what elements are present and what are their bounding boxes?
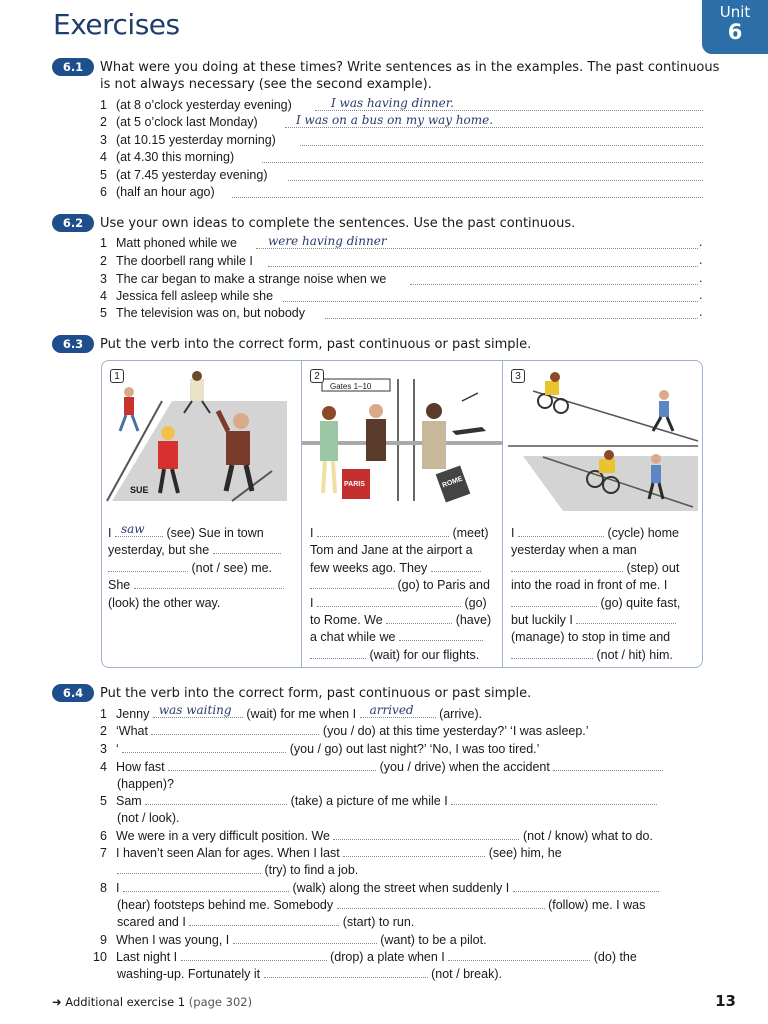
text: washing-up. Fortunately it bbox=[117, 967, 261, 981]
answer-field[interactable] bbox=[399, 629, 483, 641]
answer-field[interactable] bbox=[325, 306, 698, 319]
answer-field[interactable] bbox=[189, 914, 339, 926]
text: (do) the bbox=[593, 950, 637, 964]
item-number: 4 bbox=[100, 760, 107, 774]
answer-field[interactable] bbox=[511, 595, 597, 607]
text: I bbox=[310, 596, 314, 610]
text: Last night I bbox=[116, 950, 178, 964]
exercise-6-4-item bbox=[100, 703, 702, 723]
item-number: 2 bbox=[100, 115, 107, 129]
exercise-badge-6-4: 6.4 bbox=[52, 684, 94, 702]
answer-field[interactable] bbox=[310, 577, 394, 589]
text: ‘ bbox=[116, 742, 119, 756]
answer-field[interactable] bbox=[317, 595, 461, 607]
page-title: Exercises bbox=[53, 8, 180, 41]
item-number: 4 bbox=[100, 150, 107, 164]
gate-sign: Gates 1–10 bbox=[330, 382, 372, 391]
text: We were in a very difficult position. We bbox=[116, 829, 330, 843]
picture-number: 2 bbox=[310, 369, 324, 383]
answer-field[interactable] bbox=[108, 560, 188, 572]
answer-field[interactable] bbox=[181, 949, 327, 961]
text: (wait) for our flights. bbox=[369, 648, 480, 662]
text: (go) quite fast, bbox=[600, 596, 681, 610]
exercise-text bbox=[108, 522, 264, 543]
item-number: 6 bbox=[100, 829, 107, 843]
text: (go) bbox=[464, 596, 487, 610]
answer-field[interactable] bbox=[410, 272, 698, 285]
answer-field[interactable] bbox=[151, 723, 319, 735]
item-number: 1 bbox=[100, 236, 107, 250]
answer-field[interactable] bbox=[288, 168, 703, 181]
exercise-text bbox=[511, 525, 679, 543]
item-number: 3 bbox=[100, 133, 107, 147]
item-prompt: (at 10.15 yesterday morning) bbox=[116, 133, 276, 147]
item-prompt: Jessica fell asleep while she bbox=[116, 289, 274, 303]
answer-field[interactable] bbox=[360, 703, 436, 718]
item-number: 7 bbox=[100, 846, 107, 860]
exercise-6-4-item bbox=[100, 759, 702, 776]
answer-field[interactable] bbox=[511, 560, 623, 572]
answer-field[interactable] bbox=[122, 741, 286, 753]
text: to Rome. We bbox=[310, 613, 383, 627]
answer-field[interactable] bbox=[337, 897, 545, 909]
continuation bbox=[117, 862, 358, 879]
item-number: 5 bbox=[100, 794, 107, 808]
item-prompt: The doorbell rang while I bbox=[116, 254, 253, 268]
exercise-6-2-instruction: Use your own ideas to complete the sentences. Use the past continuous. bbox=[100, 216, 576, 231]
exercise-text bbox=[108, 542, 281, 560]
item-number: 10 bbox=[93, 950, 107, 964]
picture-column-1 bbox=[102, 361, 301, 667]
text: (walk) along the street when suddenly I bbox=[292, 881, 510, 895]
exercise-6-4-item bbox=[100, 880, 702, 897]
additional-exercise-link[interactable] bbox=[52, 995, 252, 1009]
text: Jenny bbox=[116, 707, 150, 721]
handwritten-answer: saw bbox=[120, 522, 145, 536]
text: When I was young, I bbox=[116, 933, 230, 947]
item-prompt: (at 5 o’clock last Monday) bbox=[116, 115, 258, 129]
answer-field[interactable] bbox=[168, 759, 376, 771]
page-number: 13 bbox=[715, 992, 736, 1010]
picture-caption: SUE bbox=[130, 485, 149, 495]
handwritten-answer: I was having dinner. bbox=[331, 96, 454, 110]
picture-number: 3 bbox=[511, 369, 525, 383]
answer-field[interactable] bbox=[268, 254, 698, 267]
exercise-text bbox=[310, 595, 487, 613]
answer-field[interactable] bbox=[317, 525, 449, 537]
end-period: . bbox=[699, 253, 703, 267]
text: (you / do) at this time yesterday?’ ‘I was asleep.’ bbox=[322, 724, 589, 738]
answer-field[interactable] bbox=[518, 525, 604, 537]
text: (not / know) what to do. bbox=[522, 829, 653, 843]
text: (arrive). bbox=[439, 707, 483, 721]
answer-field[interactable] bbox=[123, 880, 289, 892]
exercise-6-4-item bbox=[100, 828, 702, 845]
exercise-text bbox=[310, 612, 491, 630]
instruction-line: is not always necessary (see the second example). bbox=[100, 77, 432, 92]
exercise-badge-6-3: 6.3 bbox=[52, 335, 94, 353]
exercise-text bbox=[108, 577, 284, 595]
answer-field[interactable] bbox=[315, 98, 703, 111]
item-number: 2 bbox=[100, 254, 107, 268]
exercise-text bbox=[511, 612, 676, 630]
item-number: 9 bbox=[100, 933, 107, 947]
answer-field[interactable] bbox=[262, 150, 703, 163]
text: (see) Sue in town bbox=[166, 526, 264, 540]
answer-field[interactable] bbox=[513, 880, 659, 892]
answer-field[interactable] bbox=[134, 577, 284, 589]
unit-tab bbox=[702, 0, 768, 54]
text: (step) out bbox=[626, 561, 680, 575]
exercise-text: into the road in front of me. I bbox=[511, 578, 668, 592]
exercise-text bbox=[310, 560, 481, 578]
end-period: . bbox=[699, 305, 703, 319]
page-reference: (page 302) bbox=[188, 995, 253, 1009]
exercise-6-3-instruction: Put the verb into the correct form, past continuous or past simple. bbox=[100, 337, 532, 352]
answer-field[interactable] bbox=[576, 612, 676, 624]
link-text: Additional exercise 1 bbox=[65, 995, 186, 1009]
text: (meet) bbox=[452, 526, 489, 540]
answer-field[interactable] bbox=[553, 759, 663, 771]
text: I haven’t seen Alan for ages. When I last bbox=[116, 846, 340, 860]
answer-field[interactable] bbox=[264, 966, 428, 978]
exercise-6-4-item bbox=[100, 723, 702, 740]
answer-field[interactable] bbox=[117, 862, 261, 874]
text: (you / drive) when the accident bbox=[379, 760, 550, 774]
exercise-6-4-instruction: Put the verb into the correct form, past continuous or past simple. bbox=[100, 686, 532, 701]
unit-label: Unit bbox=[719, 3, 751, 21]
handwritten-answer: I was on a bus on my way home. bbox=[296, 113, 494, 127]
answer-field[interactable] bbox=[310, 647, 366, 659]
answer-field[interactable] bbox=[285, 115, 703, 128]
exercise-text bbox=[310, 525, 489, 543]
picture-number: 1 bbox=[110, 369, 124, 383]
illustration-cyclist-scene bbox=[503, 361, 703, 511]
text: (cycle) home bbox=[607, 526, 679, 540]
item-number: 4 bbox=[100, 289, 107, 303]
item-number: 2 bbox=[100, 724, 107, 738]
answer-field[interactable] bbox=[448, 949, 590, 961]
item-number: 3 bbox=[100, 272, 107, 286]
text: but luckily I bbox=[511, 613, 573, 627]
exercise-6-1-instruction bbox=[100, 59, 719, 93]
text: (not / see) me. bbox=[191, 561, 273, 575]
text: How fast bbox=[116, 760, 165, 774]
exercise-badge-6-2: 6.2 bbox=[52, 214, 94, 232]
exercise-text bbox=[511, 647, 673, 665]
item-prompt: The television was on, but nobody bbox=[116, 306, 306, 320]
exercise-6-4-item bbox=[100, 741, 702, 758]
text: She bbox=[108, 578, 131, 592]
arrow-icon: ➜ bbox=[52, 995, 62, 1009]
answer-field[interactable] bbox=[511, 647, 593, 659]
answer-field[interactable] bbox=[153, 703, 243, 718]
continuation bbox=[117, 966, 502, 983]
text: Sam bbox=[116, 794, 142, 808]
picture-column-2 bbox=[302, 361, 502, 667]
exercise-text: (look) the other way. bbox=[108, 596, 221, 610]
text: I bbox=[511, 526, 515, 540]
answer-field[interactable] bbox=[451, 793, 657, 805]
end-period: . bbox=[699, 288, 703, 302]
text: few weeks ago. They bbox=[310, 561, 428, 575]
item-number: 1 bbox=[100, 98, 107, 112]
bag-label-paris: PARIS bbox=[344, 481, 365, 488]
item-prompt: (at 8 o’clock yesterday evening) bbox=[116, 98, 292, 112]
answer-field[interactable] bbox=[213, 542, 281, 554]
item-prompt: (half an hour ago) bbox=[116, 185, 215, 199]
answer-field[interactable] bbox=[431, 560, 481, 572]
handwritten-answer: was waiting bbox=[158, 703, 232, 717]
text: a chat while we bbox=[310, 630, 396, 644]
exercise-badge-6-1: 6.1 bbox=[52, 58, 94, 76]
exercise-6-4-item bbox=[100, 845, 702, 862]
continuation bbox=[117, 914, 414, 931]
item-number: 8 bbox=[100, 881, 107, 895]
answer-field[interactable] bbox=[115, 522, 163, 537]
text: (follow) me. I was bbox=[548, 898, 646, 912]
answer-field[interactable] bbox=[256, 236, 698, 249]
exercise-text: (manage) to stop in time and bbox=[511, 630, 671, 644]
answer-field[interactable] bbox=[145, 793, 287, 805]
answer-field[interactable] bbox=[333, 828, 519, 840]
exercise-text: yesterday when a man bbox=[511, 543, 637, 557]
text: (see) him, he bbox=[488, 846, 562, 860]
exercise-text bbox=[108, 560, 272, 578]
item-prompt: Matt phoned while we bbox=[116, 236, 237, 250]
answer-field[interactable] bbox=[386, 612, 452, 624]
exercise-6-4-item bbox=[100, 793, 702, 810]
text: (want) to be a pilot. bbox=[380, 933, 487, 947]
text: (go) to Paris and bbox=[397, 578, 490, 592]
text: I bbox=[108, 526, 112, 540]
text: yesterday, but she bbox=[108, 543, 210, 557]
text: (not / look). bbox=[117, 811, 180, 825]
answer-field[interactable] bbox=[300, 133, 703, 146]
text: scared and I bbox=[117, 915, 186, 929]
exercise-text bbox=[310, 629, 483, 647]
item-prompt: (at 4.30 this morning) bbox=[116, 150, 235, 164]
text: (take) a picture of me while I bbox=[290, 794, 448, 808]
handwritten-answer: were having dinner bbox=[268, 234, 387, 248]
text: (you / go) out last night?’ ‘No, I was too tired.’ bbox=[289, 742, 540, 756]
bag-label-rome: ROME bbox=[441, 475, 464, 490]
instruction-line: What were you doing at these times? Write sentences as in the examples. The past continuous bbox=[100, 60, 720, 75]
handwritten-answer: arrived bbox=[369, 703, 414, 717]
text: I bbox=[310, 526, 314, 540]
end-period: . bbox=[699, 235, 703, 249]
exercise-text bbox=[310, 577, 490, 595]
item-number: 3 bbox=[100, 742, 107, 756]
end-period: . bbox=[699, 271, 703, 285]
continuation bbox=[117, 897, 645, 914]
text: (not / hit) him. bbox=[596, 648, 673, 662]
item-number: 6 bbox=[100, 185, 107, 199]
text: (hear) footsteps behind me. Somebody bbox=[117, 898, 334, 912]
exercise-text: Tom and Jane at the airport a bbox=[310, 543, 473, 557]
unit-number: 6 bbox=[727, 20, 743, 44]
exercise-text bbox=[511, 595, 680, 613]
picture-column-3 bbox=[503, 361, 703, 667]
answer-field[interactable] bbox=[232, 185, 703, 198]
exercise-text bbox=[310, 647, 479, 665]
item-number: 5 bbox=[100, 168, 107, 182]
item-number: 5 bbox=[100, 306, 107, 320]
answer-field[interactable] bbox=[343, 845, 485, 857]
text: (happen)? bbox=[117, 777, 174, 791]
exercise-text bbox=[511, 560, 679, 578]
text: (drop) a plate when I bbox=[330, 950, 445, 964]
exercise-6-4-item bbox=[93, 949, 702, 966]
exercise-6-3-panel bbox=[101, 360, 703, 668]
text: (start) to run. bbox=[342, 915, 415, 929]
item-prompt: (at 7.45 yesterday evening) bbox=[116, 168, 268, 182]
text: (wait) for me when I bbox=[246, 707, 357, 721]
answer-field[interactable] bbox=[283, 289, 698, 302]
text: ‘What bbox=[116, 724, 148, 738]
text: (not / break). bbox=[431, 967, 502, 981]
item-number: 1 bbox=[100, 707, 107, 721]
text: (have) bbox=[455, 613, 492, 627]
text: (try) to find a job. bbox=[264, 863, 359, 877]
item-prompt: The car began to make a strange noise when we bbox=[116, 272, 387, 286]
exercise-6-4-item bbox=[100, 932, 702, 949]
text: I bbox=[116, 881, 120, 895]
answer-field[interactable] bbox=[233, 932, 377, 944]
